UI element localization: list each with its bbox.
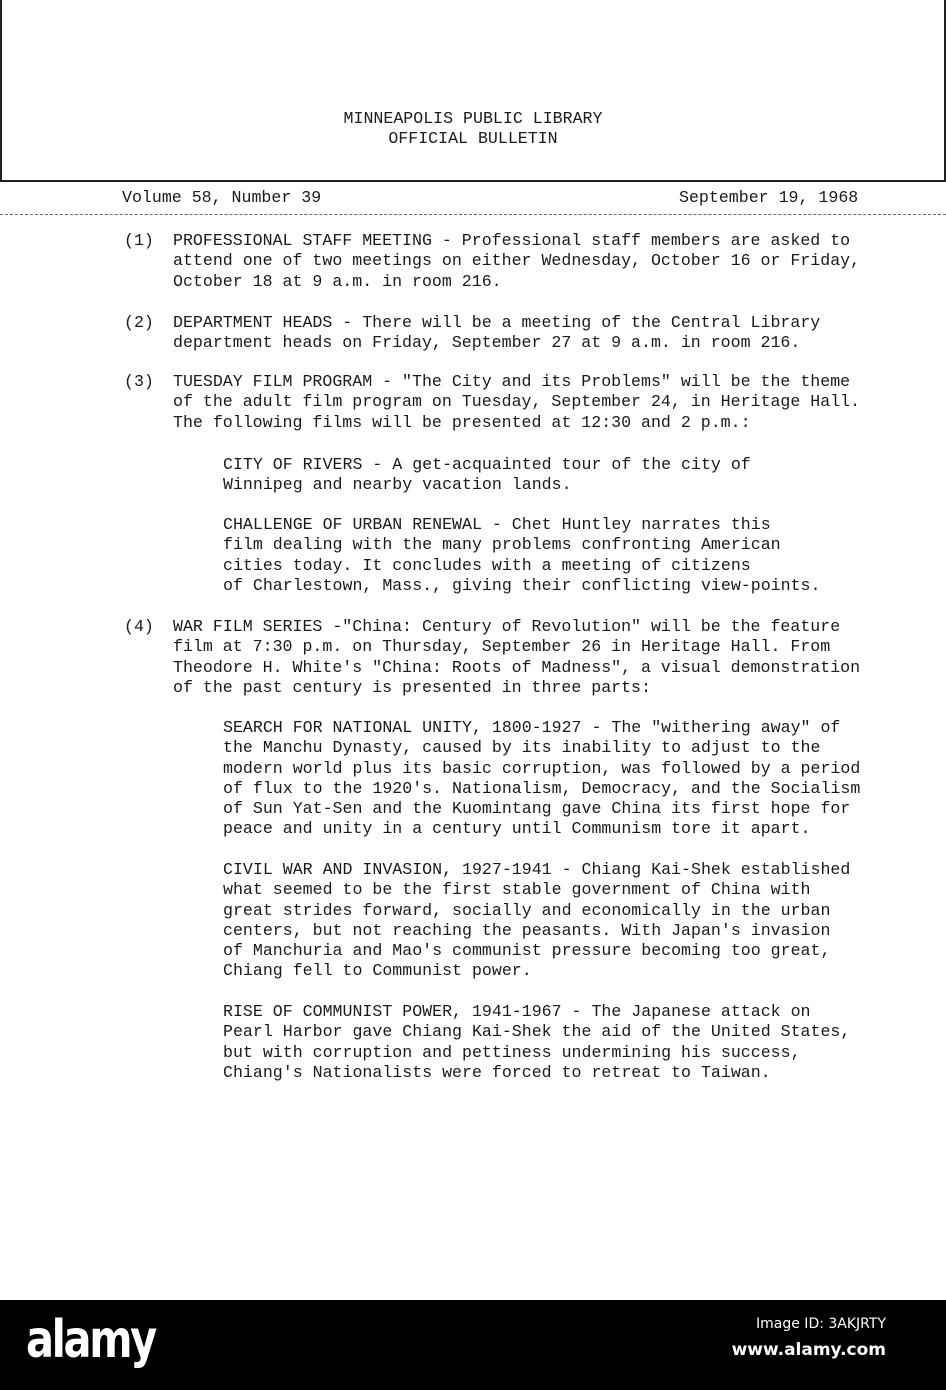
volume-number: Volume 58, Number 39: [122, 188, 322, 207]
image-id: Image ID: 3AKJRTY: [756, 1316, 886, 1332]
film-part: RISE OF COMMUNIST POWER, 1941-1967 - The Japanese attack on Pearl Harbor gave Chiang Kai-Shek the aid of the United States, but with corruption and pettiness undermining his success, Chiang's Nationalists were forced to retreat to Taiwan.: [223, 1002, 851, 1082]
alamy-logo: alamy: [26, 1310, 155, 1370]
bulletin-date: September 19, 1968: [679, 188, 859, 207]
dashed-rule: [0, 214, 946, 215]
film-part: CIVIL WAR AND INVASION, 1927-1941 - Chiang Kai-Shek established what seemed to be the first stable government of China with great strides forward, socially and economically in the urban centers, but not reaching the peasants. With Japan's invasion of Manchuria and Mao's communist pressure becoming too great, Chiang fell to Communist power.: [223, 860, 851, 981]
item-text: TUESDAY FILM PROGRAM - "The City and its Problems" will be the theme of the adult film program on Tuesday, September 24, in Heritage Hall. The following films will be presented at 12:30 and 2 p.m.:: [173, 372, 861, 432]
border-left: [0, 0, 2, 181]
item-text: WAR FILM SERIES -"China: Century of Revolution" will be the feature film at 7:30 p.m. on Thursday, September 26 in Heritage Hall. From Theodore H. White's "China: Roots of Madness", a visual demonstration of the past century is presented in three parts:: [173, 617, 861, 697]
film-part: SEARCH FOR NATIONAL UNITY, 1800-1927 - The "withering away" of the Manchu Dynasty, caused by its inability to adjust to the modern world plus its basic corruption, was followed by a period of flux to the 1920's. Nationalism, Democracy, and the Socialism of Sun Yat-Sen and the Kuomintang gave China its first hope for peace and unity in a century until Communism tore it apart.: [223, 718, 861, 839]
bulletin-title: OFFICIAL BULLETIN: [388, 129, 558, 148]
watermark-url: www.alamy.com: [731, 1340, 886, 1360]
item-text: PROFESSIONAL STAFF MEETING - Professional staff members are asked to attend one of two meetings on either Wednesday, October 16 or Friday, October 18 at 9 a.m. in room 216.: [173, 231, 861, 291]
item-number: (1): [124, 231, 154, 250]
item-number: (3): [124, 372, 154, 391]
item-number: (4): [124, 617, 154, 636]
item-number: (2): [124, 313, 154, 332]
film-description: CITY OF RIVERS - A get-acquainted tour of the city of Winnipeg and nearby vacation lands.: [223, 455, 751, 495]
watermark-banner: [0, 1300, 946, 1390]
item-text: DEPARTMENT HEADS - There will be a meeting of the Central Library department heads on Friday, September 27 at 9 a.m. in room 216.: [173, 313, 821, 353]
header-rule: [0, 180, 946, 182]
library-title: MINNEAPOLIS PUBLIC LIBRARY: [343, 109, 603, 128]
film-description: CHALLENGE OF URBAN RENEWAL - Chet Huntley narrates this film dealing with the many problems confronting American cities today. It concludes with a meeting of citizens of Charlestown, Mass., giving their conflicting view-points.: [223, 515, 821, 595]
